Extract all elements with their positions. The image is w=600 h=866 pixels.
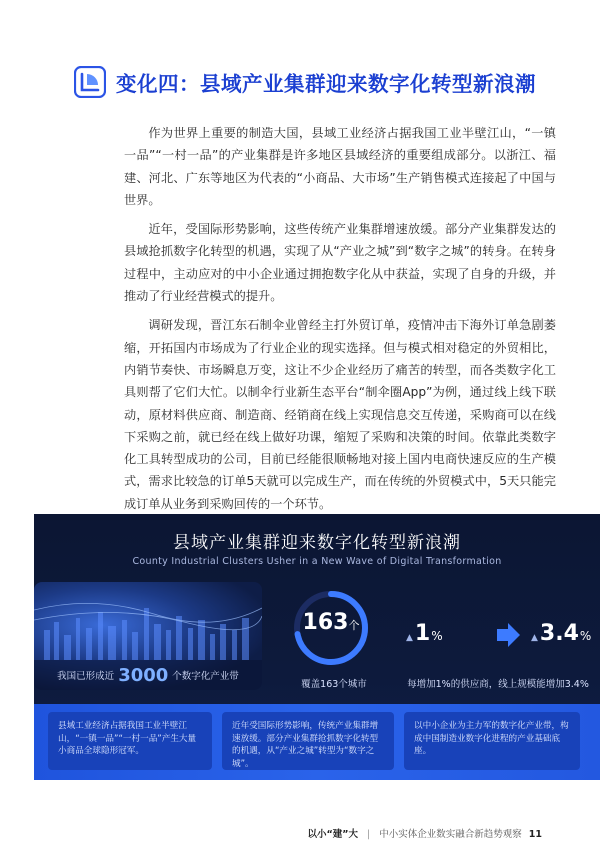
- coverage-caption: 覆盖163个城市: [301, 679, 367, 690]
- summary-card-text: 以中小企业为主力军的数字化产业带，构成中国制造业数字化进程的产业基础底座。: [414, 721, 569, 756]
- page-footer: [307, 826, 542, 840]
- summary-card: [222, 712, 394, 770]
- city-image: [34, 582, 262, 690]
- coverage-ring: [291, 588, 371, 668]
- infographic-panel: [34, 514, 600, 780]
- footer-brand: 以小“建”大: [307, 829, 358, 840]
- article-body: [124, 122, 556, 522]
- city-skyline-graphic: [34, 600, 262, 660]
- paragraph: 近年，受国际形势影响，这些传统产业集群增速放缓。部分产业集群发达的县域抢抓数字化转型的机遇，实现了从“产业之城”到“数字之城”的转身。在转身过程中，主动应对的中小企业通过拥抱数字化从中获益，实现了自身的升级，并推动了行业经营模式的提升。: [124, 222, 556, 304]
- coverage-unit: 个: [348, 619, 360, 632]
- arrow-right-icon: [495, 622, 521, 648]
- pie-chart-icon: [74, 66, 106, 98]
- summary-card-text: 近年受国际形势影响，传统产业集群增速放缓。部分产业集群抢抓数字化转型的机遇，从“产业之城”转型为“数字之城”。: [232, 721, 379, 769]
- online-scale-increase: [531, 621, 591, 646]
- supplier-increase: [406, 621, 443, 646]
- infographic-title: 县域产业集群迎来数字化转型新浪潮: [173, 533, 461, 553]
- page-number: 11: [528, 829, 542, 840]
- city-caption: [34, 660, 262, 690]
- paragraph: 作为世界上重要的制造大国，县域工业经济占据我国工业半壁江山，“一镇一品”“一村一品”的产业集群是许多地区县域经济的重要组成部分。以浙江、福建、河北、广东等地区为代表的“小商品、大市场”生产销售模式连接起了中国与世界。: [124, 126, 556, 207]
- city-caption-suffix: 个数字化产业带: [172, 671, 239, 682]
- city-caption-number: 3000: [118, 664, 169, 686]
- summary-card-text: 县域工业经济占据我国工业半壁江山，“一镇一品”“一村一品”产生大量小商品全球隐形冠军。: [58, 721, 197, 756]
- section-header: [74, 66, 536, 98]
- footer-subtitle: 中小实体企业数实融合新趋势观察: [379, 829, 522, 840]
- stat-caption: 每增加1%的供应商，线上规模能增加3.4%: [407, 679, 589, 690]
- paragraph: 调研发现，晋江东石制伞业曾经主打外贸订单，疫情冲击下海外订单急剧萎缩，开拓国内市场成为了行业企业的现实选择。但与模式相对稳定的外贸相比，内销节奏快、市场瞬息万变，这让不少企业经历了痛苦的转型，而各类数字化工具则帮了它们大忙。以制伞行业新生态平台“制伞圈App”为例，通过线上线下联动，原材料供应商、制造商、经销商在线上实现信息交互传递，采购商可以在线下采购之前，就已经在线上做好功课，缩短了采购和决策的时间。依靠此类数字化工具转型成功的公司，目前已经能很顺畅地对接上国内电商快速反应的生产模式，需求比较急的订单5天就可以完成生产，而在传统的外贸模式中，5天只能完成订单从业务到采购回传的一个环节。: [124, 318, 556, 511]
- supplier-increase-unit: %: [431, 629, 443, 643]
- supplier-increase-value: 1: [414, 621, 431, 646]
- page-title: 变化四：县域产业集群迎来数字化转型新浪潮: [116, 72, 536, 96]
- triangle-up-icon: ▲: [406, 633, 413, 643]
- footer-separator: |: [366, 829, 371, 840]
- city-caption-prefix: 我国已形成近: [57, 671, 115, 682]
- coverage-number: 163: [302, 610, 349, 635]
- summary-band: [34, 704, 600, 780]
- coverage-value: [291, 610, 371, 635]
- online-scale-value: 3.4: [539, 621, 579, 646]
- infographic-subtitle: County Industrial Clusters Usher in a New Wave of Digital Transformation: [132, 556, 502, 567]
- online-scale-unit: %: [579, 629, 592, 643]
- summary-card: [404, 712, 580, 770]
- triangle-up-icon: ▲: [531, 633, 538, 643]
- summary-card: [48, 712, 212, 770]
